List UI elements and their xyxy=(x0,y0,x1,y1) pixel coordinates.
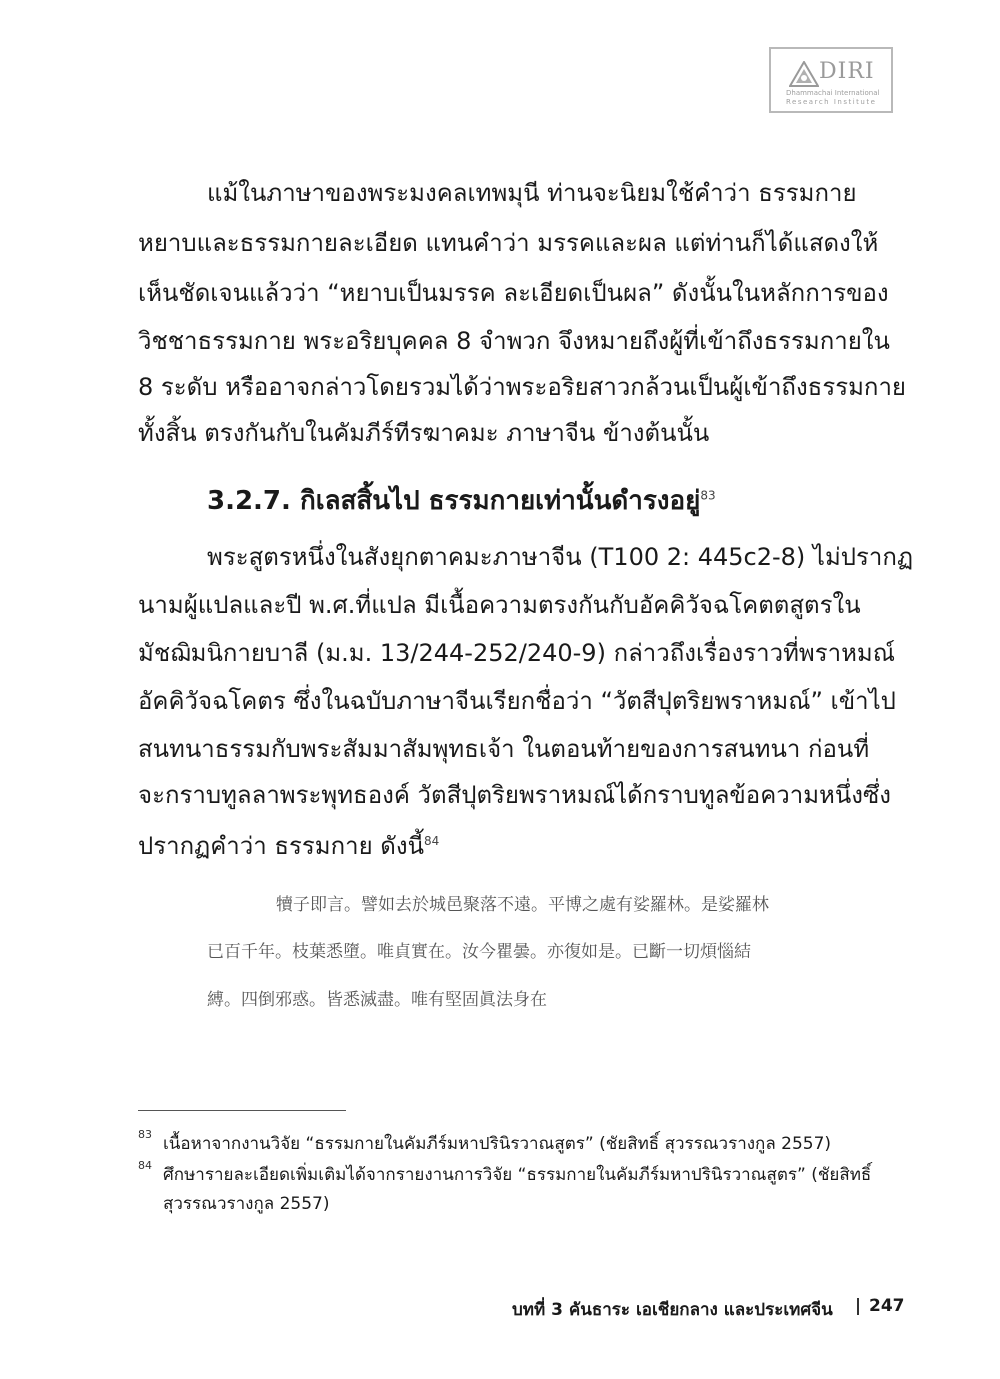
paragraph-line: นามผู้แปลและปี พ.ศ.ที่แปล มีเนื้อความตรงกันกับอัคคิวัจฉโคตตสูตรใน xyxy=(138,591,861,619)
diri-logo xyxy=(769,47,893,113)
footnote-text: สุวรรณวรางกูล 2557) xyxy=(163,1194,330,1214)
paragraph-line xyxy=(138,826,439,861)
footnote-ref-84[interactable]: 84 xyxy=(424,834,440,848)
quote-line: 犢子即言。譬如去於城邑聚落不遠。平博之處有娑羅林。是娑羅林 xyxy=(276,895,769,915)
paragraph-line: สนทนาธรรมกับพระสัมมาสัมพุทธเจ้า ในตอนท้ายของการสนทนา ก่อนที่ xyxy=(138,735,870,763)
footer-separator xyxy=(857,1298,859,1315)
triangle-logo-icon xyxy=(789,61,819,87)
paragraph-line: มัชฌิมนิกายบาลี (ม.ม. 13/244-252/240-9) กล่าวถึงเรื่องราวที่พราหมณ์ xyxy=(138,639,895,667)
paragraph-line: อัคคิวัจฉโคตร ซึ่งในฉบับภาษาจีนเรียกชื่อว่า “วัตสีปุตริยพราหมณ์” เข้าไป xyxy=(138,687,896,715)
running-title: บทที่ 3 คันธาระ เอเชียกลาง และประเทศจีน xyxy=(512,1300,833,1320)
footnote-ref-83[interactable]: 83 xyxy=(700,488,716,503)
section-heading-text: 3.2.7. กิเลสสิ้นไป ธรรมกายเท่านั้นดำรงอยู่ xyxy=(207,486,701,516)
page-number: 247 xyxy=(869,1296,905,1316)
logo-subtitle-2: Research Institute xyxy=(786,98,877,106)
section-heading xyxy=(207,480,716,521)
footnote-text: เนื้อหาจากงานวิจัย “ธรรมกายในคัมภีร์มหาปรินิรวาณสูตร” (ชัยสิทธิ์ สุวรรณวรางกูล 2557) xyxy=(163,1134,832,1154)
quote-line: 縛。四倒邪惑。皆悉滅盡。唯有堅固眞法身在 xyxy=(207,990,547,1010)
footnote-number: 84 xyxy=(138,1159,152,1172)
quote-line: 已百千年。枝葉悉墮。唯貞實在。汝今瞿曇。亦復如是。已斷一切煩惱結 xyxy=(207,942,751,962)
paragraph-line-text: ปรากฏคำว่า ธรรมกาย ดังนี้ xyxy=(138,832,425,860)
footnote-number: 83 xyxy=(138,1128,152,1141)
footnote-text: ศึกษารายละเอียดเพิ่มเติมได้จากรายงานการวิจัย “ธรรมกายในคัมภีร์มหาปรินิรวาณสูตร” (ชัยสิทธิ์ xyxy=(163,1165,872,1185)
paragraph-line: หยาบและธรรมกายละเอียด แทนคำว่า มรรคและผล แต่ท่านก็ได้แสดงให้ xyxy=(138,229,879,257)
footnote-divider xyxy=(138,1110,346,1111)
paragraph-line: แม้ในภาษาของพระมงคลเทพมุนี ท่านจะนิยมใช้คำว่า ธรรมกาย xyxy=(207,179,857,207)
logo-subtitle-1: Dhammachai International xyxy=(786,89,880,97)
paragraph-line: จะกราบทูลลาพระพุทธองค์ วัตสีปุตริยพราหมณ์ได้กราบทูลข้อความหนึ่งซึ่ง xyxy=(138,781,891,809)
paragraph-line: เห็นชัดเจนแล้วว่า “หยาบเป็นมรรค ละเอียดเป็นผล” ดังนั้นในหลักการของ xyxy=(138,279,889,307)
paragraph-line: พระสูตรหนึ่งในสังยุกตาคมะภาษาจีน (T100 2: 445c2-8) ไม่ปรากฏ xyxy=(207,543,914,571)
paragraph-line: 8 ระดับ หรืออาจกล่าวโดยรวมได้ว่าพระอริยสาวกล้วนเป็นผู้เข้าถึงธรรมกาย xyxy=(138,373,906,401)
paragraph-line: วิชชาธรรมกาย พระอริยบุคคล 8 จำพวก จึงหมายถึงผู้ที่เข้าถึงธรรมกายใน xyxy=(138,327,890,355)
logo-name: DIRI xyxy=(819,59,875,84)
paragraph-line: ทั้งสิ้น ตรงกันกับในคัมภีร์ทีรฆาคมะ ภาษาจีน ข้างต้นนั้น xyxy=(138,419,710,447)
